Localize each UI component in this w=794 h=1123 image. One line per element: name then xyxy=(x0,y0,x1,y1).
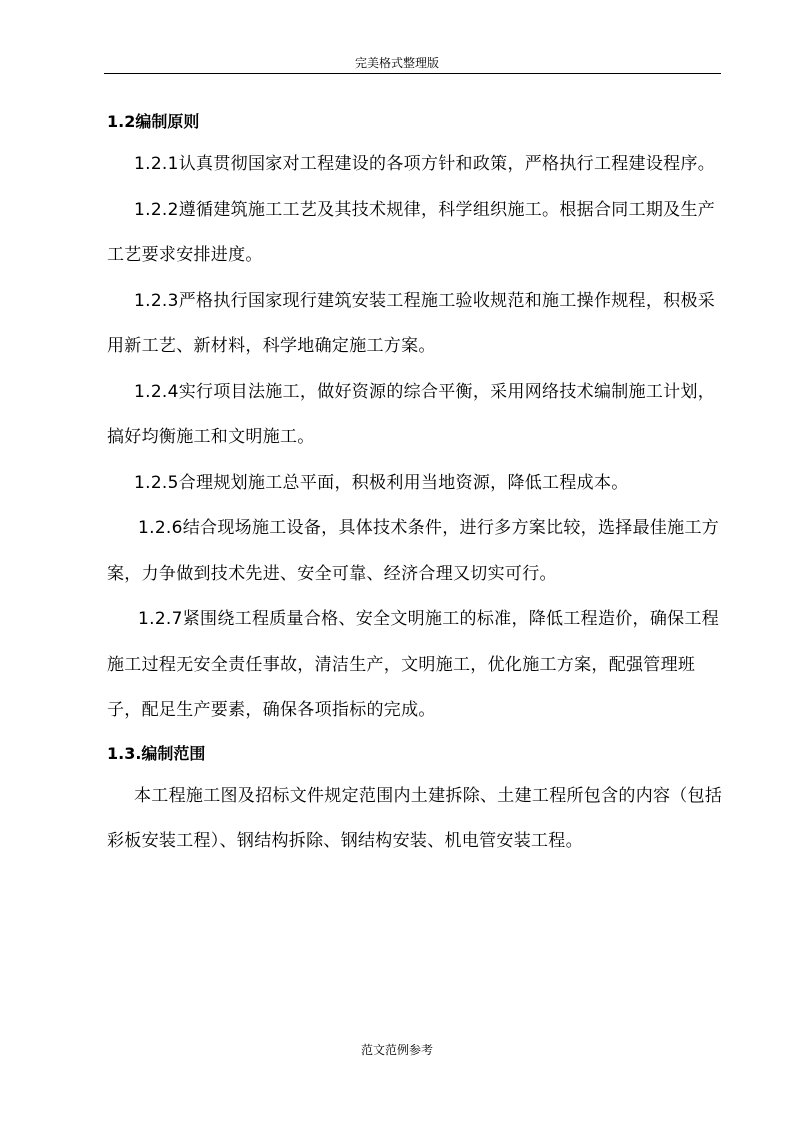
section-heading-scope: 1.3.编制范围 xyxy=(107,743,206,763)
principle-paragraph-4: 1.2.4实行项目法施工，做好资源的综合平衡，采用网络技术编制施工计划，搞好均衡施工和文明施工。 xyxy=(107,381,716,447)
principle-paragraph-7: 1.2.7紧围绕工程质量合格、安全文明施工的标准，降低工程造价，确保工程施工过程无安全责任事故，清洁生产，文明施工，优化施工方案，配强管理班子，配足生产要素，确保各项指标的完成。 xyxy=(107,609,720,720)
principle-paragraph-6: 1.2.6结合现场施工设备，具体技术条件，进行多方案比较，选择最佳施工方案，力争做到技术先进、安全可靠、经济合理又切实可行。 xyxy=(107,518,720,584)
principle-paragraph-2: 1.2.2遵循建筑施工工艺及其技术规律，科学组织施工。根据合同工期及生产工艺要求安排进度。 xyxy=(107,199,716,265)
header-divider xyxy=(104,73,721,74)
scope-paragraph: 本工程施工图及招标文件规定范围内土建拆除、土建工程所包含的内容（包括彩板安装工程）、钢结构拆除、钢结构安装、机电管安装工程。 xyxy=(107,785,723,851)
principle-paragraph-3: 1.2.3严格执行国家现行建筑安装工程施工验收规范和施工操作规程，积极采用新工艺、新材料，科学地确定施工方案。 xyxy=(107,290,716,356)
principle-paragraph-5: 1.2.5合理规划施工总平面，积极利用当地资源，降低工程成本。 xyxy=(134,472,629,493)
principle-paragraph-1: 1.2.1认真贯彻国家对工程建设的各项方针和政策，严格执行工程建设程序。 xyxy=(134,154,716,174)
document-body xyxy=(107,102,727,865)
page-footer-text: 范文范例参考 xyxy=(360,1043,433,1057)
section-heading-principles: 1.2编制原则 xyxy=(107,112,200,131)
page-header-title: 完美格式整理版 xyxy=(354,56,439,70)
